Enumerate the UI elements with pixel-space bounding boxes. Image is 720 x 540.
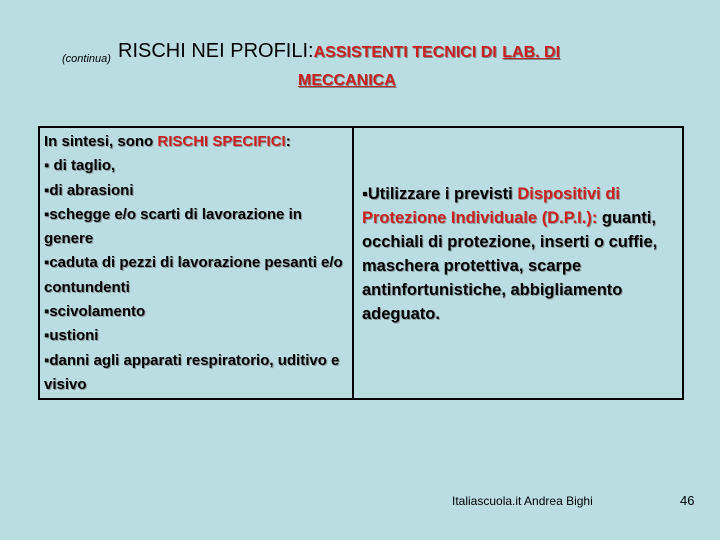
risk-item: ▪scivolamento bbox=[44, 303, 146, 321]
title-line-1 bbox=[118, 40, 560, 63]
slide-title bbox=[0, 0, 720, 110]
risks-intro bbox=[44, 130, 348, 154]
risk-item: ▪caduta di pezzi di lavorazione pesanti e/o contundenti bbox=[44, 254, 343, 296]
ppe-highlight: Dispositivi di Protezione Individuale (D.P.I.): bbox=[362, 185, 621, 227]
risk-item: ▪danni agli apparati respiratorio, uditivo e visivo bbox=[44, 351, 340, 393]
ppe-rest: guanti, occhiali di protezione, inserti o cuffie, maschera protettiva, scarpe antinfortunistiche, abbigliamento adeguato. bbox=[362, 209, 658, 323]
title-sub-part1: ASSISTENTI TECNICI DI bbox=[313, 44, 497, 61]
title-sub-part2: LAB. DI bbox=[502, 44, 561, 61]
ppe-lead: ▪Utilizzare i previsti bbox=[362, 185, 518, 203]
page-number: 46 bbox=[680, 493, 695, 508]
title-line-2: MECCANICA bbox=[298, 72, 396, 89]
risk-item: ▪ustioni bbox=[44, 327, 99, 345]
ppe-text bbox=[362, 182, 674, 326]
risk-item: ▪ di taglio, bbox=[44, 157, 116, 175]
risk-item: ▪di abrasioni bbox=[44, 181, 134, 199]
ppe-column bbox=[354, 128, 682, 398]
risks-column bbox=[40, 128, 354, 398]
continua-note: (continua) bbox=[62, 53, 111, 65]
risks-intro-text: In sintesi, sono bbox=[44, 133, 158, 150]
title-main: RISCHI NEI PROFILI: bbox=[118, 40, 314, 62]
risks-intro-end: : bbox=[285, 133, 291, 150]
risks-text bbox=[44, 130, 348, 397]
risks-intro-highlight: RISCHI SPECIFICI bbox=[157, 133, 286, 150]
footer-credit: Italiascuola.it Andrea Bighi bbox=[452, 494, 593, 508]
risk-item: ▪schegge e/o scarti di lavorazione in genere bbox=[44, 205, 302, 248]
content-table bbox=[38, 126, 684, 400]
